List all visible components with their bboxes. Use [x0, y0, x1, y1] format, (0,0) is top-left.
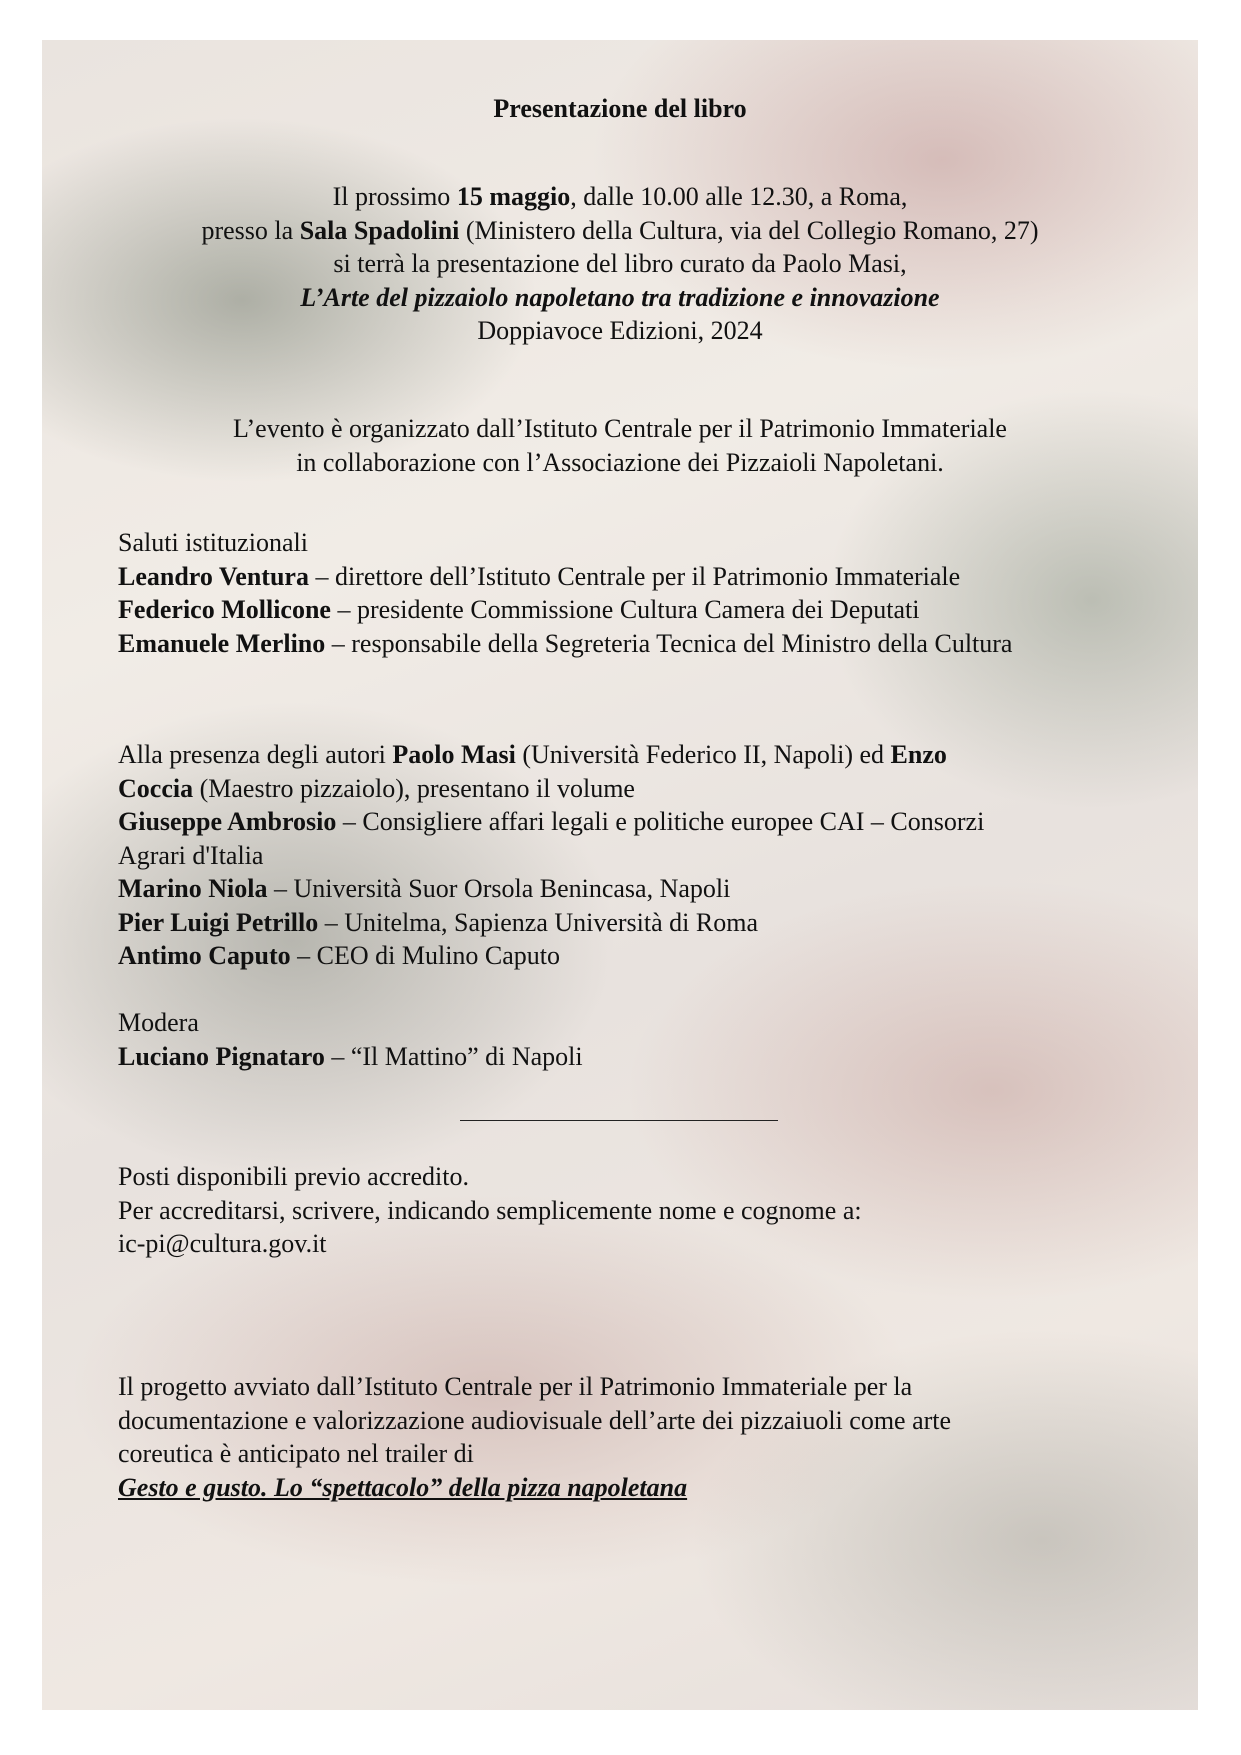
- trailer-line: [118, 1471, 1128, 1505]
- organizer-line-2: in collaborazione con l’Associazione dei Pizzaioli Napoletani.: [296, 447, 944, 477]
- speaker-row: [118, 906, 1128, 940]
- author-name: Paolo Masi: [392, 740, 516, 769]
- intro-presentation-line: si terrà la presentazione del libro curato da Paolo Masi,: [333, 249, 907, 278]
- authors-line-cont: [118, 772, 1128, 806]
- author-name: Coccia: [118, 773, 194, 803]
- invitation-page: [42, 40, 1198, 1710]
- organizer-line-1: L’evento è organizzato dall’Istituto Centrale per il Patrimonio Immateriale: [233, 414, 1007, 443]
- speaker-role: – Consigliere affari legali e politiche europee CAI – Consorzi: [336, 807, 985, 836]
- book-title: L’Arte del pizzaiolo napoletano tra tradizione e innovazione: [300, 282, 940, 312]
- organizer-note: [42, 412, 1198, 479]
- intro-date-suffix: , dalle 10.00 alle 12.30, a Roma,: [570, 182, 908, 211]
- section-divider: [460, 1120, 778, 1121]
- book-publisher: Doppiavoce Edizioni, 2024: [477, 316, 763, 345]
- speaker-role: – responsabile della Segreteria Tecnica del Ministro della Cultura: [325, 628, 1013, 658]
- speaker-role-cont: Agrari d'Italia: [118, 840, 264, 870]
- author-name: Enzo: [890, 740, 947, 769]
- moderator-name: Luciano Pignataro: [118, 1041, 325, 1071]
- speaker-row: [118, 939, 1128, 973]
- speaker-name: Marino Niola: [118, 874, 268, 903]
- project-line-2: documentazione e valorizzazione audiovisuale dell’arte dei pizzaiuoli come arte: [118, 1405, 952, 1435]
- moderator-section: [118, 1006, 1128, 1073]
- access-instructions: Per accreditarsi, scrivere, indicando semplicemente nome e cognome a:: [118, 1195, 862, 1225]
- speaker-row: [118, 805, 1128, 839]
- contact-email[interactable]: ic-pi@cultura.gov.it: [118, 1229, 327, 1258]
- intro-venue-line: [42, 214, 1198, 248]
- project-line-1: Il progetto avviato dall’Istituto Centrale per il Patrimonio Immateriale per la: [118, 1372, 913, 1401]
- presenters-section: [118, 738, 1128, 973]
- intro-date-line: [42, 180, 1198, 214]
- moderator-row: [118, 1040, 1128, 1074]
- event-intro: [42, 180, 1198, 348]
- greetings-section: [118, 526, 1128, 660]
- speaker-role: – presidente Commissione Cultura Camera dei Deputati: [330, 595, 920, 624]
- page-title: Presentazione del libro: [493, 94, 747, 123]
- access-note: Posti disponibili previo accredito.: [118, 1162, 469, 1191]
- speaker-name: Emanuele Merlino: [118, 628, 326, 658]
- event-venue: Sala Spadolini: [299, 215, 460, 245]
- invitation-content: [42, 40, 1198, 1710]
- speaker-name: Giuseppe Ambrosio: [118, 807, 337, 836]
- intro-date-prefix: Il prossimo: [332, 182, 457, 211]
- speaker-role: – Università Suor Orsola Benincasa, Napoli: [267, 874, 731, 903]
- speaker-row: [118, 560, 1128, 594]
- project-section: [118, 1370, 1128, 1504]
- authors-suffix: (Maestro pizzaiolo), presentano il volume: [193, 773, 635, 803]
- greetings-heading: Saluti istituzionali: [118, 528, 308, 557]
- speaker-row: [118, 593, 1128, 627]
- moderator-heading: Modera: [118, 1008, 199, 1037]
- speaker-row: [118, 872, 1128, 906]
- speaker-name: Pier Luigi Petrillo: [118, 907, 319, 937]
- authors-affiliation: (Università Federico II, Napoli) ed: [515, 740, 891, 769]
- speaker-name: Leandro Ventura: [118, 561, 309, 591]
- trailer-link[interactable]: Gesto e gusto. Lo “spettacolo” della pizza napoletana: [118, 1472, 688, 1502]
- moderator-role: – “Il Mattino” di Napoli: [324, 1041, 583, 1071]
- speaker-role: – CEO di Mulino Caputo: [290, 941, 561, 970]
- speaker-name: Antimo Caputo: [118, 941, 291, 970]
- access-section: [118, 1160, 1128, 1261]
- authors-line: [118, 738, 1128, 772]
- project-line-3: coreutica è anticipato nel trailer di: [118, 1439, 474, 1468]
- speaker-name: Federico Mollicone: [118, 595, 331, 624]
- intro-venue-prefix: presso la: [201, 215, 300, 245]
- speaker-role: – Unitelma, Sapienza Università di Roma: [318, 907, 758, 937]
- speaker-role: – direttore dell’Istituto Centrale per il Patrimonio Immateriale: [308, 561, 961, 591]
- event-date: 15 maggio: [456, 182, 571, 211]
- intro-venue-suffix: (Ministero della Cultura, via del Collegio Romano, 27): [459, 215, 1039, 245]
- speaker-row: [118, 627, 1128, 661]
- authors-prefix: Alla presenza degli autori: [118, 740, 393, 769]
